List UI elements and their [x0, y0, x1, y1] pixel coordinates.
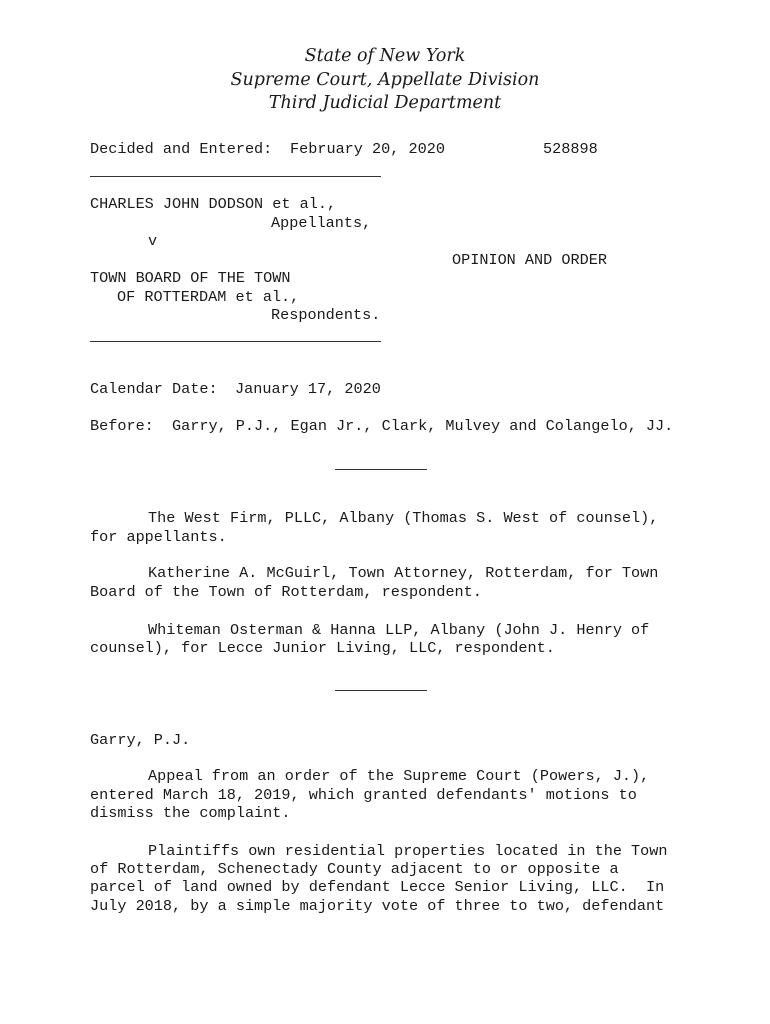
before-judges: Garry, P.J., Egan Jr., Clark, Mulvey and Colangelo, JJ. [172, 417, 674, 435]
opinion-para1-line3: dismiss the complaint. [90, 804, 291, 822]
section-divider [335, 690, 427, 691]
decided-date: February 20, 2020 [290, 140, 445, 158]
respondents-role: Respondents. [271, 306, 381, 324]
decided-label: Decided and Entered: [90, 140, 273, 158]
versus: v [148, 232, 158, 250]
appellants-name: CHARLES JOHN DODSON et al., [90, 195, 337, 213]
opinion-author: Garry, P.J. [90, 731, 191, 749]
counsel-town-line1: Katherine A. McGuirl, Town Attorney, Rotterdam, for Town [148, 564, 659, 582]
respondents-name-line1: TOWN BOARD OF THE TOWN [90, 269, 291, 287]
opinion-para1-line2: entered March 18, 2019, which granted defendants' motions to [90, 786, 637, 804]
court-name-state: State of New York [304, 46, 466, 66]
court-name-division: Supreme Court, Appellate Division [230, 70, 540, 90]
docket-number: 528898 [543, 140, 598, 158]
before-label: Before: [90, 417, 154, 435]
counsel-appellants-line2: for appellants. [90, 528, 227, 546]
caption-top-rule [90, 176, 381, 177]
court-name-department: Third Judicial Department [268, 93, 502, 113]
section-divider [335, 469, 427, 470]
opinion-para2-line4: July 2018, by a simple majority vote of three to two, defendant [90, 897, 665, 915]
counsel-town-line2: Board of the Town of Rotterdam, respondent. [90, 583, 482, 601]
respondents-name-line2: OF ROTTERDAM et al., [117, 288, 300, 306]
calendar-label: Calendar Date: [90, 380, 218, 398]
appellants-role: Appellants, [271, 214, 372, 232]
document-type: OPINION AND ORDER [452, 251, 607, 269]
counsel-lecce-line1: Whiteman Osterman & Hanna LLP, Albany (John J. Henry of [148, 621, 650, 639]
counsel-appellants-line1: The West Firm, PLLC, Albany (Thomas S. West of counsel), [148, 509, 659, 527]
counsel-lecce-line2: counsel), for Lecce Junior Living, LLC, respondent. [90, 639, 555, 657]
caption-bottom-rule [90, 341, 381, 342]
opinion-para2-line1: Plaintiffs own residential properties located in the Town [148, 842, 668, 860]
opinion-para2-line3: parcel of land owned by defendant Lecce Senior Living, LLC. In [90, 878, 665, 896]
calendar-date: January 17, 2020 [235, 380, 381, 398]
opinion-para2-line2: of Rotterdam, Schenectady County adjacent to or opposite a [90, 860, 619, 878]
opinion-para1-line1: Appeal from an order of the Supreme Court (Powers, J.), [148, 767, 650, 785]
